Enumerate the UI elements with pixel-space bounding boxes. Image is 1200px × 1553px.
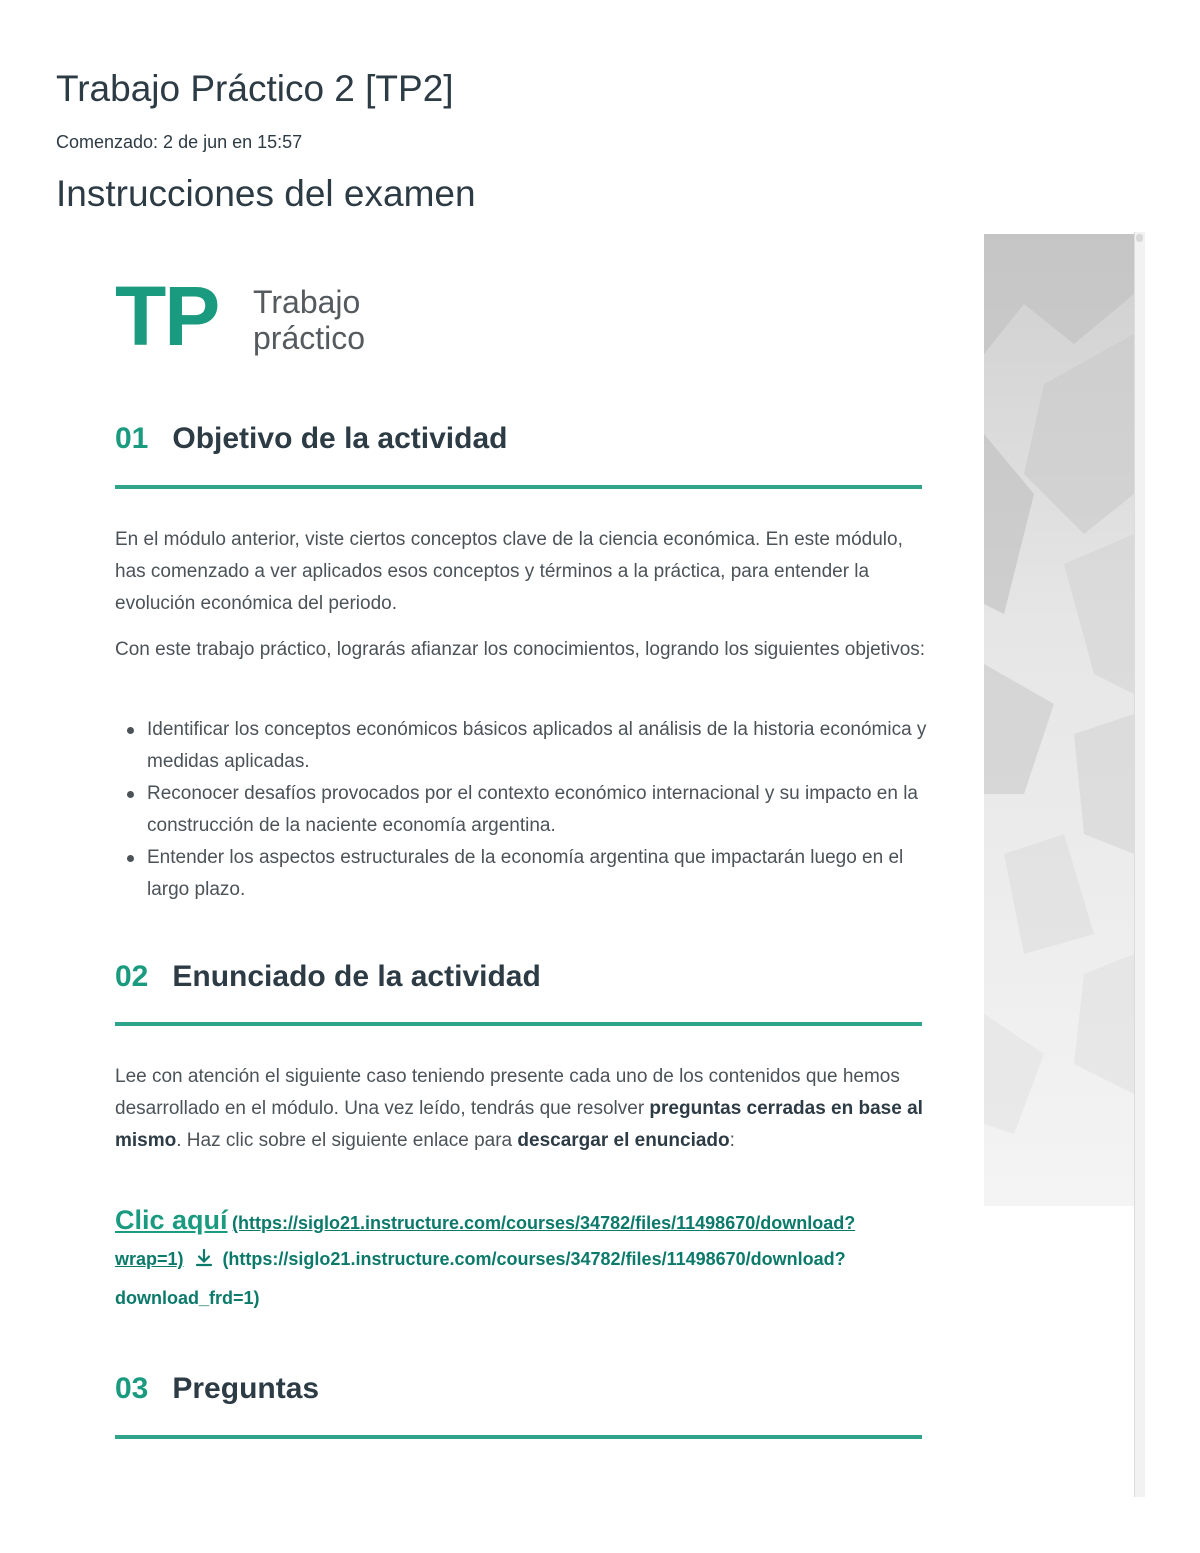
section-title: Preguntas — [172, 1372, 320, 1405]
instructions-title: Instrucciones del examen — [56, 173, 476, 214]
file-view-link[interactable]: (https://siglo21.instructure.com/courses/34782/files/11498670/download?wrap=1) — [115, 1213, 856, 1269]
clic-aqui-link[interactable]: Clic aquí — [115, 1205, 228, 1235]
tp-logo — [115, 269, 395, 363]
scrollbar-thumb[interactable] — [1136, 234, 1143, 242]
page-title: Trabajo Práctico 2 [TP2] — [56, 68, 454, 109]
section-divider — [115, 1022, 922, 1026]
objective-paragraph-1: En el módulo anterior, viste ciertos conceptos clave de la ciencia económica. En este módulo, has comenzado a ver aplicados esos conceptos y términos a la práctica, para entender la evolución económica del periodo. — [115, 529, 903, 614]
section-divider — [115, 1435, 922, 1439]
section-heading-objetivo — [115, 422, 922, 456]
section-divider — [115, 485, 922, 489]
file-download-link[interactable]: (https://siglo21.instructure.com/courses/34782/files/11498670/download?download_frd=1) — [115, 1249, 846, 1308]
section-number: 03 — [115, 1372, 149, 1405]
section-title: Enunciado de la actividad — [172, 960, 541, 993]
list-item: Reconocer desafíos provocados por el contexto económico internacional y su impacto en la construcción de la naciente economía argentina. — [115, 778, 930, 842]
page-scrollbar[interactable] — [1134, 232, 1145, 1497]
section-title: Objetivo de la actividad — [172, 422, 508, 455]
decorative-side-image — [984, 234, 1134, 1206]
download-link-block — [115, 1203, 915, 1317]
section-number: 01 — [115, 422, 149, 455]
logo-line-2: práctico — [253, 320, 366, 356]
enunciado-paragraph — [115, 1061, 930, 1157]
para-bold-text: descargar el enunciado — [517, 1130, 730, 1151]
objectives-list — [115, 714, 930, 906]
list-item: Identificar los conceptos económicos básicos aplicados al análisis de la historia económica y medidas aplicadas. — [115, 714, 930, 778]
list-item: Entender los aspectos estructurales de la economía argentina que impactarán luego en el largo plazo. — [115, 842, 930, 906]
section-number: 02 — [115, 960, 149, 993]
objective-paragraph-2: Con este trabajo práctico, lograrás afianzar los conocimientos, logrando los siguientes objetivos: — [115, 639, 926, 660]
para-text: : — [729, 1130, 735, 1151]
section-heading-enunciado — [115, 960, 922, 994]
download-icon[interactable] — [194, 1247, 214, 1281]
logo-mark: TP — [115, 269, 219, 363]
para-bold-text: preguntas cerradas en base al mismo — [115, 1098, 923, 1151]
logo-text — [253, 284, 365, 356]
started-timestamp: Comenzado: 2 de jun en 15:57 — [56, 132, 303, 152]
para-text: . Haz clic sobre el siguiente enlace para — [176, 1130, 518, 1151]
section-heading-preguntas — [115, 1372, 922, 1406]
para-text: Lee con atención el siguiente caso teniendo presente cada uno de los contenidos que hemos desarrollado en el módulo. Una vez leído, tendrás que resolver — [115, 1066, 900, 1119]
logo-line-1: Trabajo — [253, 284, 361, 320]
